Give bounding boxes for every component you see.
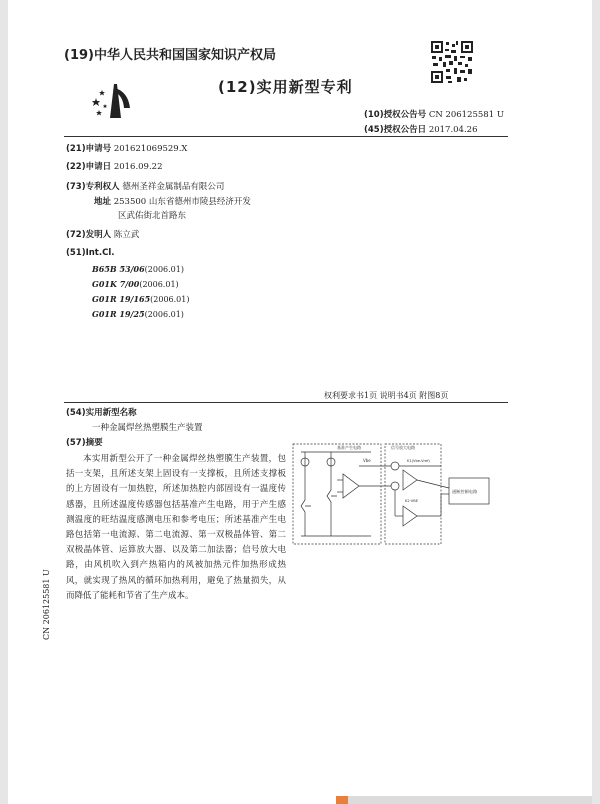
patent-type: (12)实用新型专利 — [218, 78, 353, 96]
abstract-label: (57)摘要 — [66, 438, 103, 448]
svg-text:K2·VBE: K2·VBE — [405, 499, 418, 503]
int-cl-item: G01R 19/25(2006.01) — [92, 309, 184, 319]
utility-model-title: 一种金属焊丝热塑膜生产装置 — [92, 423, 203, 433]
filing-date: (22)申请日 2016.09.22 — [66, 162, 163, 172]
side-publication-number: CN 206125581 U — [42, 569, 51, 640]
qr-code-icon — [430, 40, 474, 84]
int-cl-item: G01K 7/00(2006.01) — [92, 279, 179, 289]
inventor: (72)发明人 陈立武 — [66, 230, 140, 240]
cnipa-logo-icon — [88, 78, 138, 122]
int-cl-item: B65B 53/06(2006.01) — [92, 264, 184, 274]
publication-date: (45)授权公告日 2017.04.26 — [364, 125, 478, 135]
application-number: (21)申请号 201621069529.X — [66, 144, 188, 154]
svg-text:K1(Vbe-Vref): K1(Vbe-Vref) — [407, 459, 430, 463]
abstract-text: 本实用新型公开了一种金属焊丝热塑膜生产装置，包括一支架，且所述支架上固设有一支撑板，且所述支撑板的上方固设有一加热腔，所述加热腔内部固设有一温度传感器，且所述温度传感器包括基准产生电路，用于产生感测温度的旺结温度感测电压和参考电压；所述基准产生电路包括第一电流源、第二电流源、第一双极晶体管、第二双极晶体管、运算放大器、以及第二加法器；信号放大电路，由风机吹入到产热箱内的风被加热元件加热形成热风，就实现了热风的循环加热利用，避免了热量损失，从而降低了能耗和节省了生产成本。 — [66, 454, 286, 601]
circuit-diagram — [291, 440, 491, 550]
header-rule — [64, 136, 508, 137]
svg-text:通断控制电路: 通断控制电路 — [452, 489, 478, 494]
int-cl-item: G01R 19/165(2006.01) — [92, 294, 190, 304]
bottom-tab — [348, 796, 592, 804]
patent-page — [8, 0, 592, 804]
svg-text:基准产生电路: 基准产生电路 — [337, 445, 361, 450]
page-count-info: 权利要求书1页 说明书4页 附图8页 — [324, 391, 449, 400]
int-cl-label: (51)Int.Cl. — [66, 248, 115, 258]
svg-text:Vbe: Vbe — [363, 458, 371, 463]
patentee: (73)专利权人 德州圣祥金属制品有限公司 — [66, 182, 225, 192]
publication-number: (10)授权公告号 CN 206125581 U — [364, 110, 504, 120]
issuing-authority: (19)中华人民共和国国家知识产权局 — [64, 48, 276, 63]
address: 地址 253500 山东省德州市陵县经济开发 — [94, 197, 251, 207]
svg-text:信号放大电路: 信号放大电路 — [391, 445, 415, 450]
utility-model-title-label: (54)实用新型名称 — [66, 408, 137, 418]
address-line2: 区武佑街北首路东 — [118, 211, 187, 221]
section-rule — [64, 402, 508, 403]
